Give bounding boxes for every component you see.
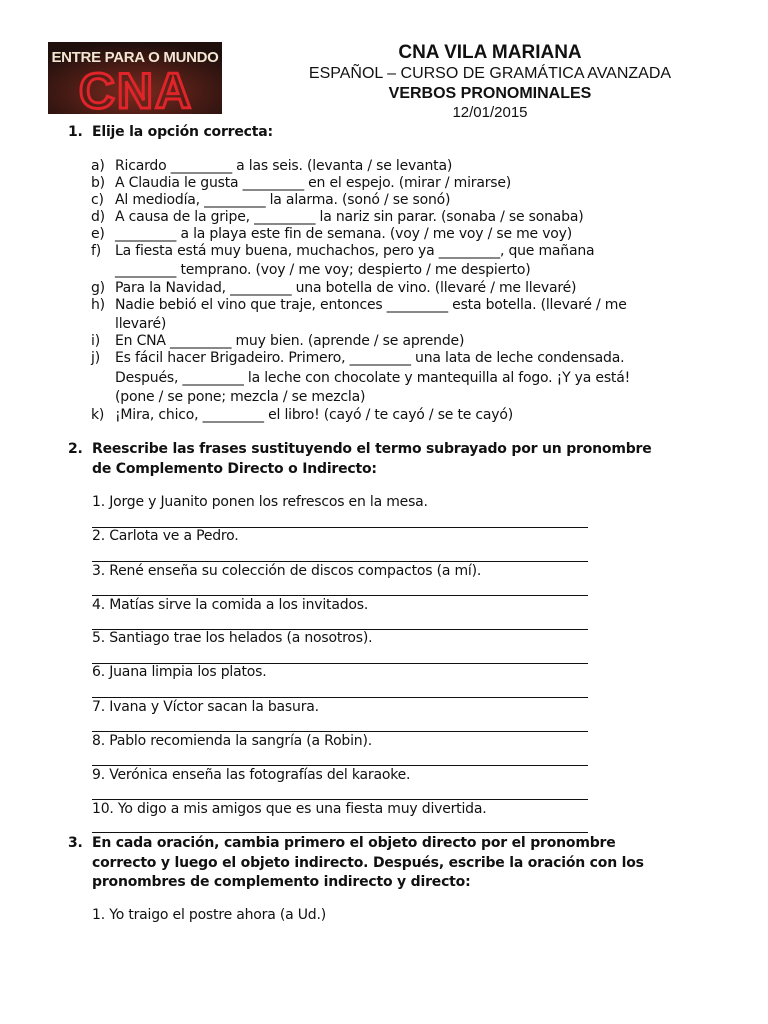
school-name: CNA VILA MARIANA — [398, 42, 582, 63]
option-text: Es fácil hacer Brigadeiro. Primero, _________ una lata de leche condensada. — [115, 350, 625, 366]
cna-logo-graphic — [48, 42, 222, 114]
rewrite-sentence: 9. Verónica enseña las fotografías del karaoke. — [92, 767, 411, 783]
option-text: Para la Navidad, _________ una botella de vino. (llevaré / me llevaré) — [115, 280, 577, 296]
answer-line[interactable] — [92, 561, 588, 562]
option-letter: g) — [91, 280, 105, 296]
answer-line[interactable] — [92, 799, 588, 800]
option-text: En CNA _________ muy bien. (aprende / se aprende) — [115, 333, 465, 349]
cna-logo — [48, 42, 222, 114]
option-letter: e) — [91, 226, 105, 242]
transform-sentence: 1. Yo traigo el postre ahora (a Ud.) — [92, 907, 326, 923]
rewrite-sentence: 4. Matías sirve la comida a los invitados. — [92, 597, 369, 613]
rewrite-sentence: 6. Juana limpia los platos. — [92, 664, 267, 680]
option-letter: j) — [91, 350, 100, 366]
section3-title-line3: pronombres de complemento indirecto y directo: — [92, 874, 471, 890]
section3-number: 3. — [68, 835, 83, 851]
logo-cna-text: CNA — [78, 63, 194, 114]
rewrite-sentence: 3. René enseña su colección de discos compactos (a mí). — [92, 563, 482, 579]
option-text-continued: (pone / se pone; mezcla / se mezcla) — [115, 389, 366, 405]
option-text: A causa de la gripe, _________ la nariz sin parar. (sonaba / se sonaba) — [115, 209, 584, 225]
option-letter: h) — [91, 297, 105, 313]
option-text-continued: llevaré) — [115, 316, 167, 332]
section1-title: Elije la opción correcta: — [92, 124, 273, 140]
option-letter: b) — [91, 175, 105, 191]
rewrite-sentence: 7. Ivana y Víctor sacan la basura. — [92, 699, 319, 715]
option-letter: d) — [91, 209, 105, 225]
document-header — [270, 42, 710, 122]
rewrite-sentence: 10. Yo digo a mis amigos que es una fiesta muy divertida. — [92, 801, 487, 817]
option-text: La fiesta está muy buena, muchachos, pero ya _________, que mañana — [115, 243, 595, 259]
option-text: _________ a la playa este fin de semana. (voy / me voy / se me voy) — [115, 226, 573, 242]
answer-line[interactable] — [92, 697, 588, 698]
section2-title-line1: Reescribe las frases sustituyendo el termo subrayado por un pronombre — [92, 441, 652, 457]
option-text-continued: Después, _________ la leche con chocolate y mantequilla al fogo. ¡Y ya está! — [115, 370, 630, 386]
rewrite-sentence: 1. Jorge y Juanito ponen los refrescos en la mesa. — [92, 494, 428, 510]
option-letter: c) — [91, 192, 104, 208]
section2-number: 2. — [68, 441, 83, 457]
option-text-continued: _________ temprano. (voy / me voy; despierto / me despierto) — [115, 262, 531, 278]
answer-line[interactable] — [92, 595, 588, 596]
rewrite-sentence: 5. Santiago trae los helados (a nosotros). — [92, 630, 373, 646]
option-letter: k) — [91, 407, 105, 423]
rewrite-sentence: 2. Carlota ve a Pedro. — [92, 528, 239, 544]
logo-tagline: ENTRE PARA O MUNDO — [51, 49, 219, 66]
answer-line[interactable] — [92, 731, 588, 732]
document-date: 12/01/2015 — [452, 104, 528, 121]
answer-line[interactable] — [92, 765, 588, 766]
course-name: ESPAÑOL – CURSO DE GRAMÁTICA AVANZADA — [308, 65, 672, 82]
option-text: ¡Mira, chico, _________ el libro! (cayó / te cayó / se te cayó) — [115, 407, 513, 423]
topic-title: VERBOS PRONOMINALES — [388, 85, 592, 102]
section3-title-line1: En cada oración, cambia primero el objeto directo por el pronombre — [92, 835, 616, 851]
rewrite-sentence: 8. Pablo recomienda la sangría (a Robin). — [92, 733, 372, 749]
option-text: A Claudia le gusta _________ en el espejo. (mirar / mirarse) — [115, 175, 512, 191]
section2-title-line2: de Complemento Directo o Indirecto: — [92, 461, 377, 477]
option-letter: a) — [91, 158, 105, 174]
option-letter: i) — [91, 333, 100, 349]
option-text: Ricardo _________ a las seis. (levanta / se levanta) — [115, 158, 453, 174]
option-text: Nadie bebió el vino que traje, entonces _________ esta botella. (llevaré / me — [115, 297, 627, 313]
section3-title-line2: correcto y luego el objeto indirecto. Después, escribe la oración con los — [92, 855, 644, 871]
option-text: Al mediodía, _________ la alarma. (sonó / se sonó) — [115, 192, 451, 208]
answer-line[interactable] — [92, 832, 588, 833]
option-letter: f) — [91, 243, 101, 259]
section1-number: 1. — [68, 124, 83, 140]
